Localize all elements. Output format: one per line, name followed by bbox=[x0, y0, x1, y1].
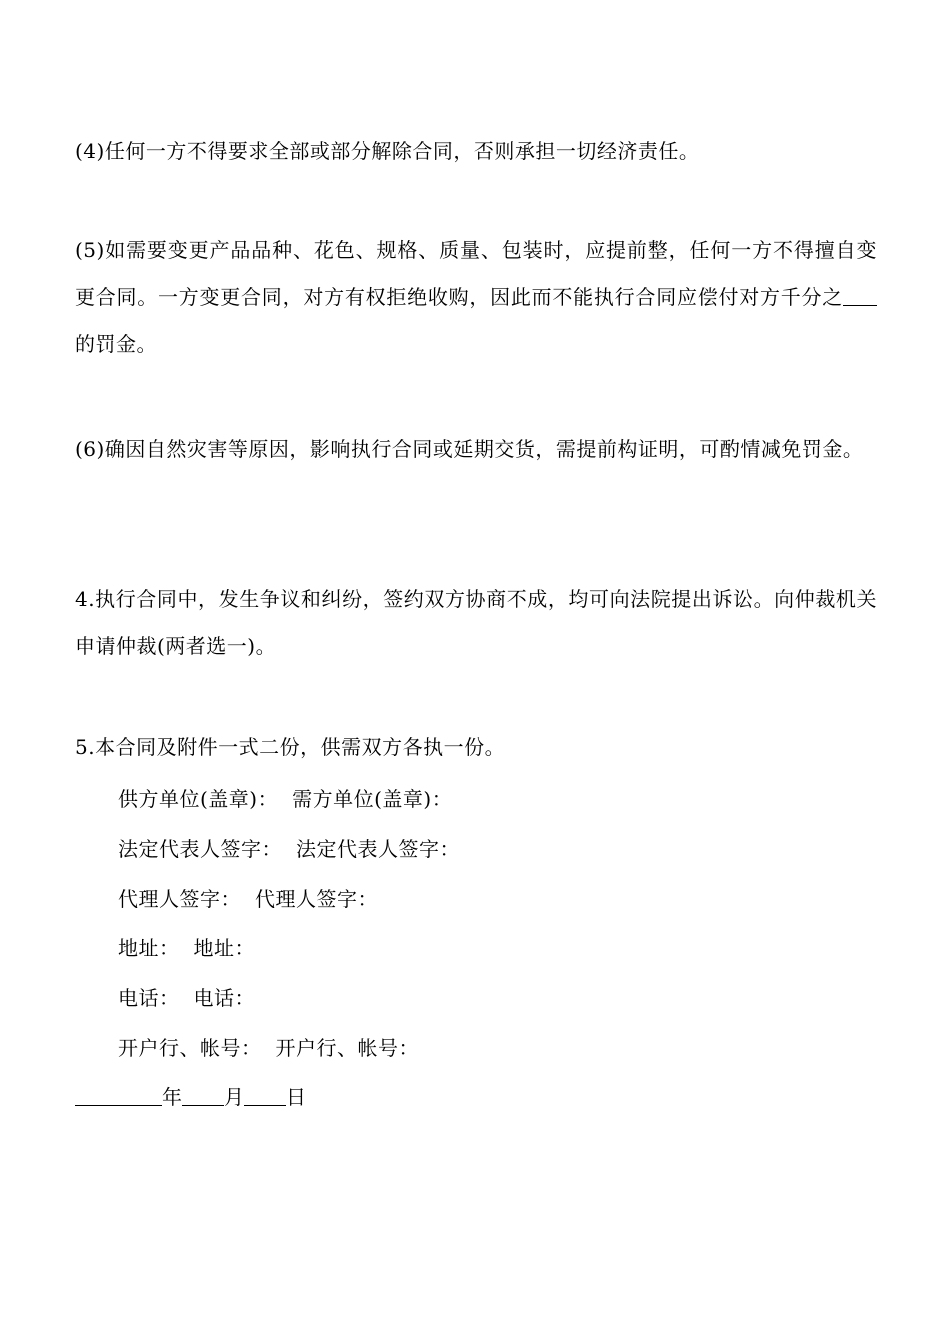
penalty-rate-blank bbox=[843, 285, 877, 306]
clause-5-tail: 的罚金。 bbox=[75, 332, 157, 356]
signature-bank-row bbox=[118, 1033, 419, 1063]
signature-phone-row bbox=[118, 983, 255, 1013]
supplier-agent-label: 代理人签字： bbox=[118, 887, 241, 911]
supplier-unit-label: 供方单位(盖章)： bbox=[118, 787, 279, 811]
buyer-address-label: 地址： bbox=[193, 936, 255, 960]
date-line bbox=[75, 1082, 306, 1112]
year-blank bbox=[75, 1085, 162, 1106]
month-blank bbox=[182, 1085, 224, 1106]
day-blank bbox=[244, 1085, 286, 1106]
clause-6 bbox=[75, 426, 877, 473]
signature-rep-row bbox=[118, 834, 460, 864]
clause-5 bbox=[75, 227, 877, 368]
buyer-unit-label: 需方单位(盖章)： bbox=[292, 787, 453, 811]
day-label: 日 bbox=[286, 1085, 306, 1109]
month-label: 月 bbox=[224, 1085, 244, 1109]
buyer-agent-label: 代理人签字： bbox=[255, 887, 378, 911]
buyer-phone-label: 电话： bbox=[193, 986, 255, 1010]
buyer-rep-label: 法定代表人签字： bbox=[296, 837, 460, 861]
clause-5-text: (5)如需要变更产品品种、花色、规格、质量、包装时，应提前整，任何一方不得擅自变更合同。一方变更合同，对方有权拒绝收购，因此而不能执行合同应偿付对方千分之 bbox=[75, 238, 877, 309]
supplier-phone-label: 电话： bbox=[118, 986, 180, 1010]
signature-address-row bbox=[118, 933, 255, 963]
section-5-text: 5.本合同及附件一式二份，供需双方各执一份。 bbox=[75, 735, 506, 759]
clause-4 bbox=[75, 128, 877, 175]
supplier-bank-label: 开户行、帐号： bbox=[118, 1036, 262, 1060]
signature-agent-row bbox=[118, 884, 378, 914]
year-label: 年 bbox=[162, 1085, 182, 1109]
section-4 bbox=[75, 576, 877, 670]
section-4-text: 4.执行合同中，发生争议和纠纷，签约双方协商不成，均可向法院提出诉讼。向仲裁机关申请仲裁(两者选一)。 bbox=[75, 587, 877, 658]
supplier-rep-label: 法定代表人签字： bbox=[118, 837, 282, 861]
clause-6-text: (6)确因自然灾害等原因，影响执行合同或延期交货，需提前构证明，可酌情减免罚金。 bbox=[75, 437, 864, 461]
supplier-address-label: 地址： bbox=[118, 936, 180, 960]
section-5 bbox=[75, 724, 877, 771]
signature-unit-row bbox=[118, 784, 452, 814]
buyer-bank-label: 开户行、帐号： bbox=[275, 1036, 419, 1060]
clause-4-text: (4)任何一方不得要求全部或部分解除合同，否则承担一切经济责任。 bbox=[75, 139, 700, 163]
